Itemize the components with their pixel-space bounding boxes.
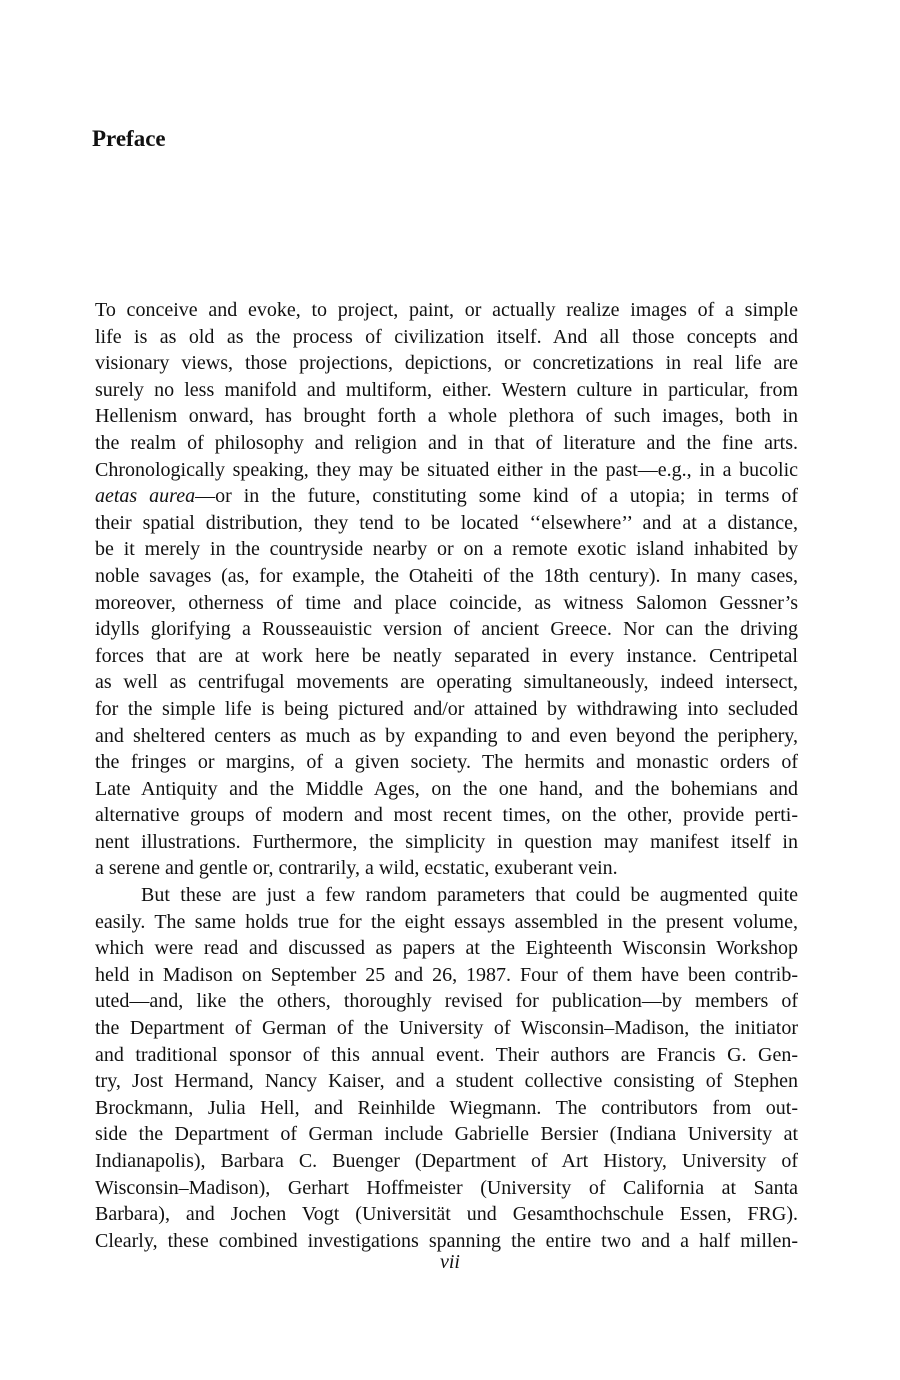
paragraph-1 bbox=[95, 297, 798, 882]
page-number: vii bbox=[440, 1251, 460, 1273]
text-line: held in Madison on September 25 and 26, 1987. Four of them have been contrib- bbox=[95, 963, 798, 986]
text-line: idylls glorifying a Rousseauistic version of ancient Greece. Nor can the driving bbox=[95, 618, 798, 641]
text-line: a serene and gentle or, contrarily, a wild, ecstatic, exuberant vein. bbox=[95, 857, 618, 880]
text-line: Wisconsin–Madison), Gerhart Hoffmeister (University of California at Santa bbox=[95, 1176, 798, 1199]
text-line: life is as old as the process of civilization itself. And all those concepts and bbox=[95, 325, 798, 348]
text-line: visionary views, those projections, depictions, or concretizations in real life are bbox=[95, 352, 798, 375]
text-line: which were read and discussed as papers at the Eighteenth Wisconsin Workshop bbox=[95, 937, 798, 960]
text-line: the fringes or margins, of a given society. The hermits and monastic orders of bbox=[95, 751, 798, 774]
text-line: uted—and, like the others, thoroughly revised for publication—by members of bbox=[95, 990, 798, 1013]
text-line-with-italic bbox=[95, 483, 798, 510]
text-line: Clearly, these combined investigations spanning the entire two and a half millen- bbox=[95, 1229, 798, 1252]
text-line: the Department of German of the University of Wisconsin–Madison, the initiator bbox=[95, 1017, 798, 1040]
text-line: as well as centrifugal movements are operating simultaneously, indeed intersect, bbox=[95, 671, 798, 694]
text-line: side the Department of German include Gabrielle Bersier (Indiana University at bbox=[95, 1123, 798, 1146]
text-line: But these are just a few random parameters that could be augmented quite bbox=[141, 884, 798, 907]
italic-phrase: aetas aurea bbox=[95, 485, 196, 508]
page-title: Preface bbox=[92, 126, 166, 151]
text-line: and sheltered centers as much as by expanding to and even beyond the periphery, bbox=[95, 724, 798, 747]
text-line: nent illustrations. Furthermore, the simplicity in question may manifest itself in bbox=[95, 830, 798, 853]
text-line: Chronologically speaking, they may be situated either in the past—e.g., in a bucolic bbox=[95, 458, 798, 481]
text-line: for the simple life is being pictured and/or attained by withdrawing into secluded bbox=[95, 697, 798, 720]
text-line: try, Jost Hermand, Nancy Kaiser, and a student collective consisting of Stephen bbox=[95, 1070, 798, 1093]
text-line: Brockmann, Julia Hell, and Reinhilde Wiegmann. The contributors from out- bbox=[95, 1096, 798, 1119]
body-text bbox=[95, 297, 798, 1254]
text-line: forces that are at work here be neatly separated in every instance. Centripetal bbox=[95, 644, 798, 667]
text-line: Barbara), and Jochen Vogt (Universität und Gesamthochschule Essen, FRG). bbox=[95, 1203, 798, 1226]
text-line: alternative groups of modern and most recent times, on the other, provide perti- bbox=[95, 804, 798, 827]
text-line: surely no less manifold and multiform, either. Western culture in particular, from bbox=[95, 378, 798, 401]
text-line: easily. The same holds true for the eight essays assembled in the present volume, bbox=[95, 910, 798, 933]
text-line: moreover, otherness of time and place coincide, as witness Salomon Gessner’s bbox=[95, 591, 798, 614]
text-line: the realm of philosophy and religion and in that of literature and the fine arts. bbox=[95, 431, 798, 454]
text-line: and traditional sponsor of this annual event. Their authors are Francis G. Gen- bbox=[95, 1043, 798, 1066]
text-line: be it merely in the countryside nearby or on a remote exotic island inhabited by bbox=[95, 538, 798, 561]
text-line: Late Antiquity and the Middle Ages, on the one hand, and the bohemians and bbox=[95, 777, 798, 800]
text-line: noble savages (as, for example, the Otaheiti of the 18th century). In many cases, bbox=[95, 564, 798, 587]
paragraph-2 bbox=[95, 882, 798, 1254]
text-line: Indianapolis), Barbara C. Buenger (Department of Art History, University of bbox=[95, 1150, 798, 1172]
text-line: their spatial distribution, they tend to be located ‘‘elsewhere’’ and at a distance, bbox=[95, 511, 798, 534]
text-line: To conceive and evoke, to project, paint, or actually realize images of a simple bbox=[95, 299, 798, 321]
text-line: Hellenism onward, has brought forth a whole plethora of such images, both in bbox=[95, 405, 798, 428]
text-line-rest: —or in the future, constituting some kind of a utopia; in terms of bbox=[195, 485, 798, 508]
